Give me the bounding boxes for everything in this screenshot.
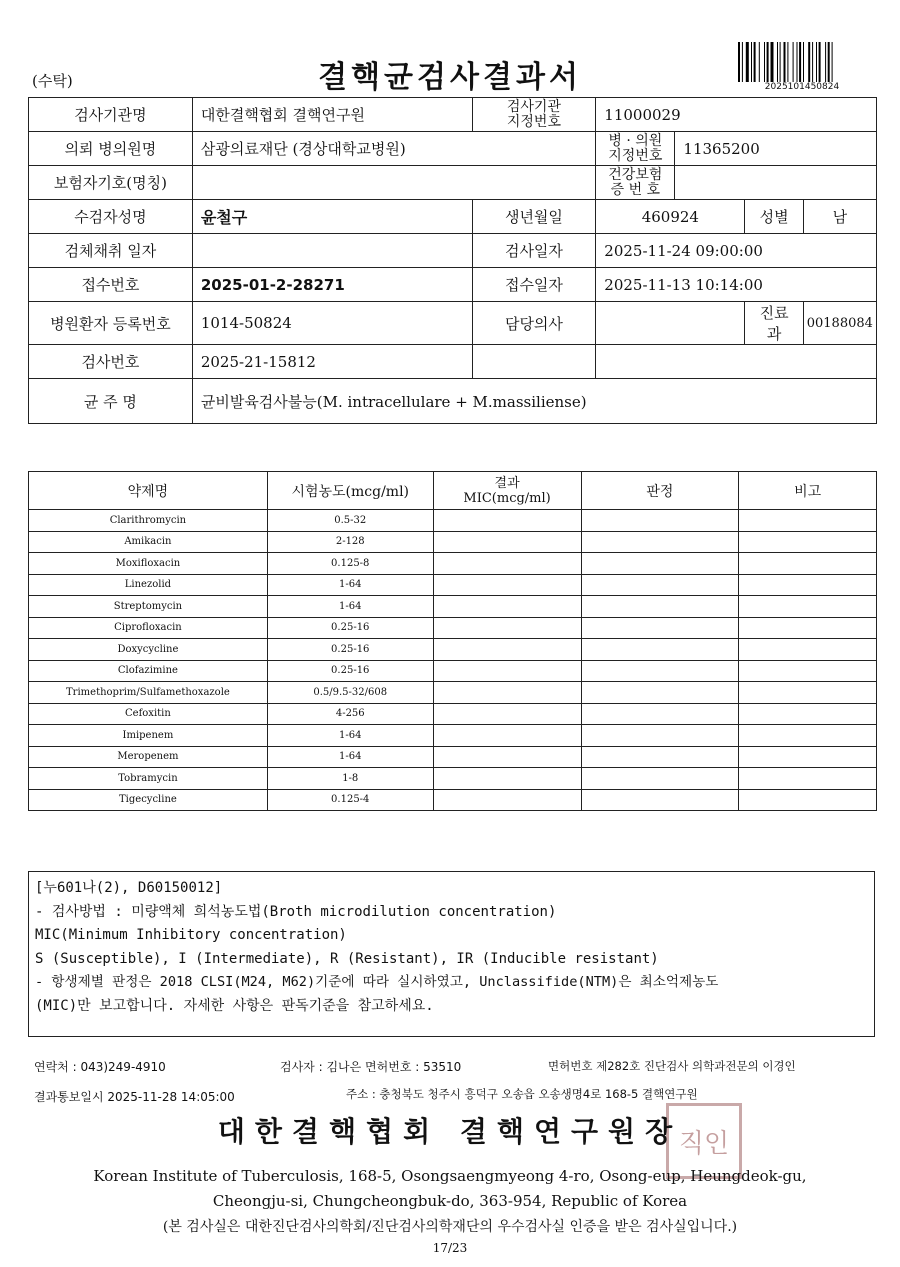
table-row — [29, 510, 877, 532]
table-row — [29, 768, 877, 790]
drug-name: Doxycycline — [29, 639, 268, 661]
header-conc: 시험농도(mcg/ml) — [267, 472, 433, 510]
info-row-patient — [29, 200, 877, 234]
table-row — [29, 789, 877, 811]
drug-mic — [433, 789, 581, 811]
table-row — [29, 660, 877, 682]
drug-conc: 2-128 — [267, 531, 433, 553]
note-line: MIC(Minimum Inhibitory concentration) — [35, 927, 347, 943]
header-drug: 약제명 — [29, 472, 268, 510]
receipt-no: 2025-01-2-28271 — [192, 268, 472, 302]
drug-judge — [581, 660, 739, 682]
drug-judge — [581, 703, 739, 725]
hospital-code-label: 병 · 의원 지정번호 — [596, 132, 675, 166]
drug-judge — [581, 768, 739, 790]
table-row — [29, 596, 877, 618]
page-number: 17/23 — [432, 1241, 468, 1255]
table-row — [29, 682, 877, 704]
drug-name: Amikacin — [29, 531, 268, 553]
drug-conc: 1-64 — [267, 574, 433, 596]
drug-mic — [433, 768, 581, 790]
drug-name: Streptomycin — [29, 596, 268, 618]
info-row-reg — [29, 302, 877, 345]
lab-name-label: 검사기관명 — [29, 98, 193, 132]
drug-remark — [739, 596, 877, 618]
drug-judge — [581, 617, 739, 639]
drug-judge — [581, 639, 739, 661]
test-date-label: 검사일자 — [472, 234, 596, 268]
health-ins — [675, 166, 877, 200]
drug-remark — [739, 617, 877, 639]
drug-mic — [433, 574, 581, 596]
test-no-blank — [472, 345, 596, 379]
table-row — [29, 617, 877, 639]
patient-label: 수검자성명 — [29, 200, 193, 234]
drug-judge — [581, 682, 739, 704]
drug-name: Clofazimine — [29, 660, 268, 682]
drug-remark — [739, 682, 877, 704]
dob-label: 생년월일 — [472, 200, 596, 234]
header-remark: 비고 — [739, 472, 877, 510]
table-row — [29, 746, 877, 768]
organism-label: 균 주 명 — [29, 379, 193, 424]
drug-remark — [739, 703, 877, 725]
drug-name: Tigecycline — [29, 789, 268, 811]
note-line: - 검사방법 : 미량액체 희석농도법(Broth microdilution concentration) — [35, 903, 557, 920]
test-no-blank-2 — [596, 345, 877, 379]
hospital: 삼광의료재단 (경상대학교병원) — [192, 132, 595, 166]
info-row-organism — [29, 379, 877, 424]
insurer-label: 보험자기호(명칭) — [29, 166, 193, 200]
drug-name: Ciprofloxacin — [29, 617, 268, 639]
drug-judge — [581, 725, 739, 747]
drug-conc: 4-256 — [267, 703, 433, 725]
drug-conc: 1-64 — [267, 596, 433, 618]
drug-remark — [739, 789, 877, 811]
drug-conc: 0.25-16 — [267, 639, 433, 661]
drug-conc: 1-8 — [267, 768, 433, 790]
page-title: 결핵균검사결과서 — [318, 60, 582, 95]
collect-label: 검체채취 일자 — [29, 234, 193, 268]
copy-tag: (수탁) — [32, 72, 73, 90]
drug-mic — [433, 639, 581, 661]
dept-label: 진료과 — [745, 302, 803, 345]
drug-judge — [581, 596, 739, 618]
organism: 균비발육검사불능(M. intracellulare + M.massiliense) — [192, 379, 876, 424]
header-result: 결과 MIC(mcg/ml) — [433, 472, 581, 510]
doctor — [596, 302, 745, 345]
note-line: [누601나(2), D60150012] — [35, 880, 223, 896]
drug-mic — [433, 703, 581, 725]
info-row-receipt — [29, 268, 877, 302]
patient-reg: 1014-50824 — [192, 302, 472, 345]
note-line: S (Susceptible), I (Intermediate), R (Resistant), IR (Inducible resistant) — [35, 950, 659, 967]
drug-judge — [581, 789, 739, 811]
drug-conc: 0.5/9.5-32/608 — [267, 682, 433, 704]
receipt-date: 2025-11-13 10:14:00 — [596, 268, 877, 302]
notes-box — [28, 871, 875, 1037]
table-row — [29, 553, 877, 575]
drug-remark — [739, 553, 877, 575]
drug-judge — [581, 574, 739, 596]
drug-conc: 0.125-8 — [267, 553, 433, 575]
drug-remark — [739, 574, 877, 596]
sex-label: 성별 — [745, 200, 803, 234]
dob: 460924 — [596, 200, 745, 234]
english-address-1: Korean Institute of Tuberculosis, 168-5, Osongsaengmyeong 4-ro, Osong-eup, Heungdeok-gu, — [93, 1167, 807, 1185]
drug-conc: 1-64 — [267, 725, 433, 747]
institute-name: 대한결핵협회 결핵연구원장 — [217, 1115, 683, 1148]
certification: (본 검사실은 대한진단검사의학회/진단검사의학재단의 우수검사실 인증을 받은 검사실입니다.) — [162, 1219, 738, 1235]
official-seal-icon: 직인 — [666, 1103, 742, 1179]
drug-name: Clarithromycin — [29, 510, 268, 532]
drug-remark — [739, 639, 877, 661]
drug-mic — [433, 596, 581, 618]
table-row — [29, 725, 877, 747]
drug-remark — [739, 660, 877, 682]
drug-remark — [739, 510, 877, 532]
table-row — [29, 574, 877, 596]
english-address-2: Cheongju-si, Chungcheongbuk-do, 363-954, Republic of Korea — [212, 1192, 688, 1210]
tester: 검사자 : 김나은 면허번호 : 53510 — [280, 1060, 462, 1074]
hospital-label: 의뢰 병의원명 — [29, 132, 193, 166]
drug-mic — [433, 531, 581, 553]
drug-remark — [739, 746, 877, 768]
lab-name: 대한결핵협회 결핵연구원 — [192, 98, 472, 132]
test-no: 2025-21-15812 — [192, 345, 472, 379]
note-line: (MIC)만 보고합니다. 자세한 사항은 판독기준을 참고하세요. — [35, 997, 434, 1014]
drug-name: Imipenem — [29, 725, 268, 747]
drug-remark — [739, 725, 877, 747]
drug-table — [28, 471, 877, 811]
lab-code-label: 검사기관 지정번호 — [472, 98, 596, 132]
health-ins-label: 건강보험 증 번 호 — [596, 166, 675, 200]
drug-judge — [581, 531, 739, 553]
report-time: 결과통보일시 2025-11-28 14:05:00 — [34, 1090, 235, 1104]
info-row-collect — [29, 234, 877, 268]
info-row-insurer — [29, 166, 877, 200]
drug-conc: 1-64 — [267, 746, 433, 768]
dept: 00188084 — [803, 302, 876, 345]
test-date: 2025-11-24 09:00:00 — [596, 234, 877, 268]
note-line: - 항생제별 판정은 2018 CLSI(M24, M62)기준에 따라 실시하였고, Unclassifide(NTM)은 최소억제농도 — [35, 974, 719, 990]
barcode-number: 2025101450824 — [764, 82, 840, 92]
barcode-icon — [738, 42, 866, 82]
header-judge: 판정 — [581, 472, 739, 510]
drug-judge — [581, 510, 739, 532]
info-row-testno — [29, 345, 877, 379]
table-row — [29, 639, 877, 661]
table-row — [29, 531, 877, 553]
drug-mic — [433, 725, 581, 747]
table-row — [29, 703, 877, 725]
drug-mic — [433, 617, 581, 639]
drug-name: Cefoxitin — [29, 703, 268, 725]
drug-mic — [433, 682, 581, 704]
doctor-label: 담당의사 — [472, 302, 596, 345]
drug-mic — [433, 510, 581, 532]
drug-judge — [581, 746, 739, 768]
receipt-no-label: 접수번호 — [29, 268, 193, 302]
test-no-label: 검사번호 — [29, 345, 193, 379]
drug-conc: 0.25-16 — [267, 660, 433, 682]
drug-mic — [433, 660, 581, 682]
drug-name: Tobramycin — [29, 768, 268, 790]
contact: 연락처 : 043)249-4910 — [34, 1060, 166, 1074]
patient-reg-label: 병원환자 등록번호 — [29, 302, 193, 345]
drug-conc: 0.25-16 — [267, 617, 433, 639]
drug-name: Meropenem — [29, 746, 268, 768]
license: 면허번호 제282호 진단검사 의학과전문의 이경인 — [548, 1059, 796, 1073]
sex: 남 — [803, 200, 876, 234]
drug-conc: 0.5-32 — [267, 510, 433, 532]
drug-name: Trimethoprim/Sulfamethoxazole — [29, 682, 268, 704]
info-table — [28, 97, 877, 424]
address: 주소 : 충청북도 청주시 흥덕구 오송읍 오송생명4로 168-5 결핵연구원 — [346, 1087, 698, 1101]
info-row-lab — [29, 98, 877, 132]
drug-mic — [433, 746, 581, 768]
info-row-hospital — [29, 132, 877, 166]
drug-remark — [739, 768, 877, 790]
collect-date — [192, 234, 472, 268]
insurer — [192, 166, 595, 200]
lab-code: 11000029 — [596, 98, 877, 132]
patient-name: 윤철구 — [192, 200, 472, 234]
drug-name: Moxifloxacin — [29, 553, 268, 575]
drug-judge — [581, 553, 739, 575]
drug-remark — [739, 531, 877, 553]
hospital-code: 11365200 — [675, 132, 877, 166]
drug-mic — [433, 553, 581, 575]
drug-conc: 0.125-4 — [267, 789, 433, 811]
receipt-date-label: 접수일자 — [472, 268, 596, 302]
drug-name: Linezolid — [29, 574, 268, 596]
drug-table-header — [29, 472, 877, 510]
